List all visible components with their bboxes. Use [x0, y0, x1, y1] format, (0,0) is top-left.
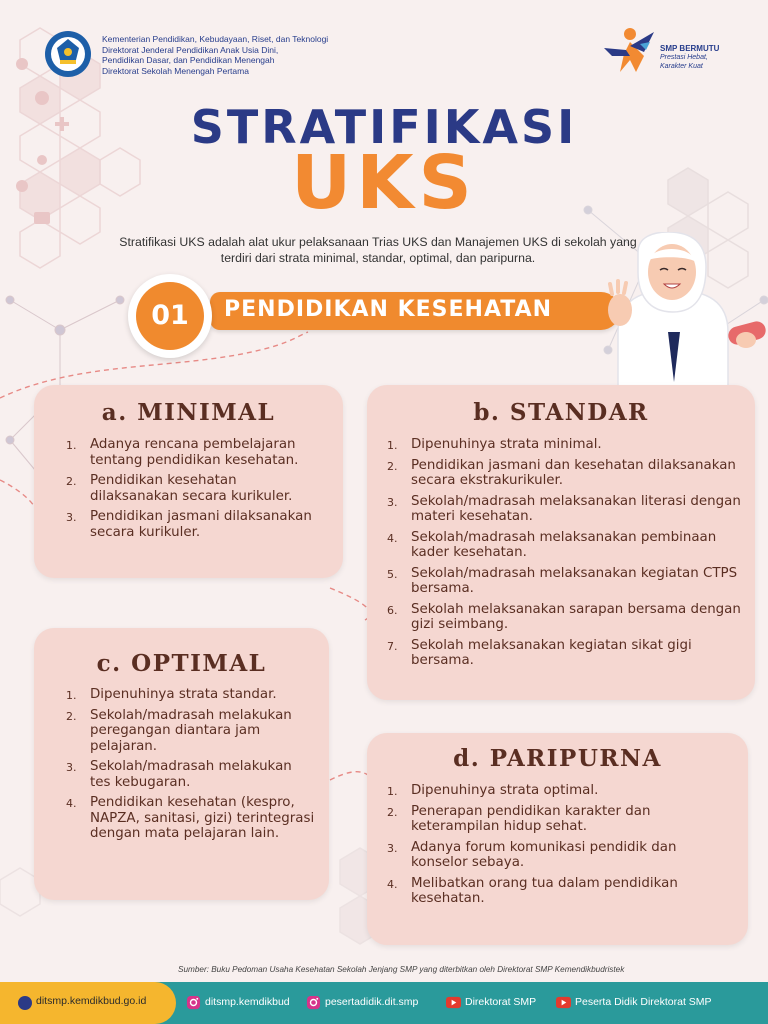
list-item: 6. Sekolah melaksanakan sarapan bersama dengan gizi seimbang. [387, 601, 741, 632]
instagram-icon [186, 995, 201, 1010]
list-item: 4. Sekolah/madrasah melaksanakan pembinaan kader kesehatan. [387, 529, 717, 560]
brand-tagline: Prestasi Hebat, [660, 54, 708, 61]
list-item: 3. Adanya forum komunikasi pendidik dan konselor sebaya. [387, 839, 677, 870]
list-item: 2. Pendidikan jasmani dan kesehatan dilaksanakan secara ekstrakurikuler. [387, 457, 736, 488]
criteria-list [66, 687, 316, 847]
card-optimal [34, 628, 329, 900]
list-item: 3. Pendidikan jasmani dilaksanakan secara kurikuler. [66, 509, 312, 540]
card-paripurna [367, 733, 748, 945]
card-title: c. OPTIMAL [96, 650, 267, 677]
ministry-line: Direktorat Jenderal Pendidikan Anak Usia Dini, [102, 44, 279, 55]
list-item: 7. Sekolah melaksanakan kegiatan sikat gigi bersama. [387, 637, 692, 668]
list-item: 1. Dipenuhinya strata minimal. [387, 437, 602, 452]
card-title: a. MINIMAL [101, 399, 276, 426]
source-note: Sumber: Buku Pedoman Usaha Kesehatan Sekolah Jenjang SMP yang diterbitkan oleh Direktorat SMP Kemendikbudristek [178, 965, 625, 974]
list-item: 2. Pendidikan kesehatan dilaksanakan secara kurikuler. [66, 473, 293, 504]
ministry-line: Pendidikan Dasar, dan Pendidikan Menengah [102, 55, 275, 65]
list-item: 2. Sekolah/madrasah melakukan peregangan diantara jam pelajaran. [66, 707, 292, 754]
ministry-line: Kementerian Pendidikan, Kebudayaan, Riset, dan Teknologi [102, 34, 329, 44]
website-link[interactable]: ditsmp.kemdikbud.go.id [36, 995, 147, 1007]
brand-tagline: Karakter Kuat [660, 62, 703, 70]
section-number: 01 [136, 282, 204, 350]
list-item: 3. Sekolah/madrasah melakukan tes kebugaran. [66, 759, 292, 790]
list-item: 1. Dipenuhinya strata optimal. [387, 783, 599, 798]
page-title-line-1: STRATIFIKASI [190, 100, 578, 154]
globe-icon [18, 996, 32, 1010]
footer-website[interactable] [0, 982, 176, 1024]
smp-bermutu-brand [660, 44, 719, 71]
section-banner [210, 292, 620, 330]
list-item: 2. Penerapan pendidikan karakter dan keterampilan hidup sehat. [387, 803, 651, 834]
intro-paragraph: Stratifikasi UKS adalah alat ukur pelaksanaan Trias UKS dan Manajemen UKS di sekolah yang terdiri dari strata minimal, standar, optimal, dan paripurna. [119, 235, 637, 265]
section-title: PENDIDIKAN KESEHATAN [224, 297, 553, 322]
criteria-list [387, 437, 742, 674]
criteria-list [66, 437, 316, 545]
card-title: d. PARIPURNA [453, 745, 662, 772]
instagram-icon [306, 995, 321, 1010]
smp-bermutu-logo [600, 26, 658, 76]
list-item: 1. Adanya rencana pembelajaran tentang pendidikan kesehatan. [66, 437, 299, 468]
footer-bar: ditsmp.kemdikbud.go.id ditsmp.kemdikbud pesertadidik.dit.smp Direktorat SMP Peserta Didik Direktorat SMP [0, 982, 768, 1024]
card-standar [367, 385, 755, 700]
ministry-line: Direktorat Sekolah Menengah Pertama [102, 65, 249, 76]
page-title-line-2: UKS [291, 140, 477, 226]
youtube-icon [446, 995, 461, 1010]
student-illustration [598, 232, 768, 392]
list-item: 1. Dipenuhinya strata standar. [66, 687, 277, 702]
ministry-text [102, 34, 362, 76]
list-item: 4. Pendidikan kesehatan (kespro, NAPZA, sanitasi, gizi) terintegrasi dengan mata pelajaran lain. [66, 795, 315, 841]
card-title: b. STANDAR [473, 399, 649, 426]
list-item: 3. Sekolah/madrasah melaksanakan literasi dengan materi kesehatan. [387, 493, 741, 524]
criteria-list [387, 783, 737, 912]
card-minimal [34, 385, 343, 578]
youtube-icon [556, 995, 571, 1010]
brand-name: SMP BERMUTU [660, 44, 720, 53]
list-item: 5. Sekolah/madrasah melaksanakan kegiatan CTPS bersama. [387, 565, 738, 596]
list-item: 4. Melibatkan orang tua dalam pendidikan kesehatan. [387, 875, 678, 906]
tut-wuri-handayani-logo [44, 30, 92, 78]
